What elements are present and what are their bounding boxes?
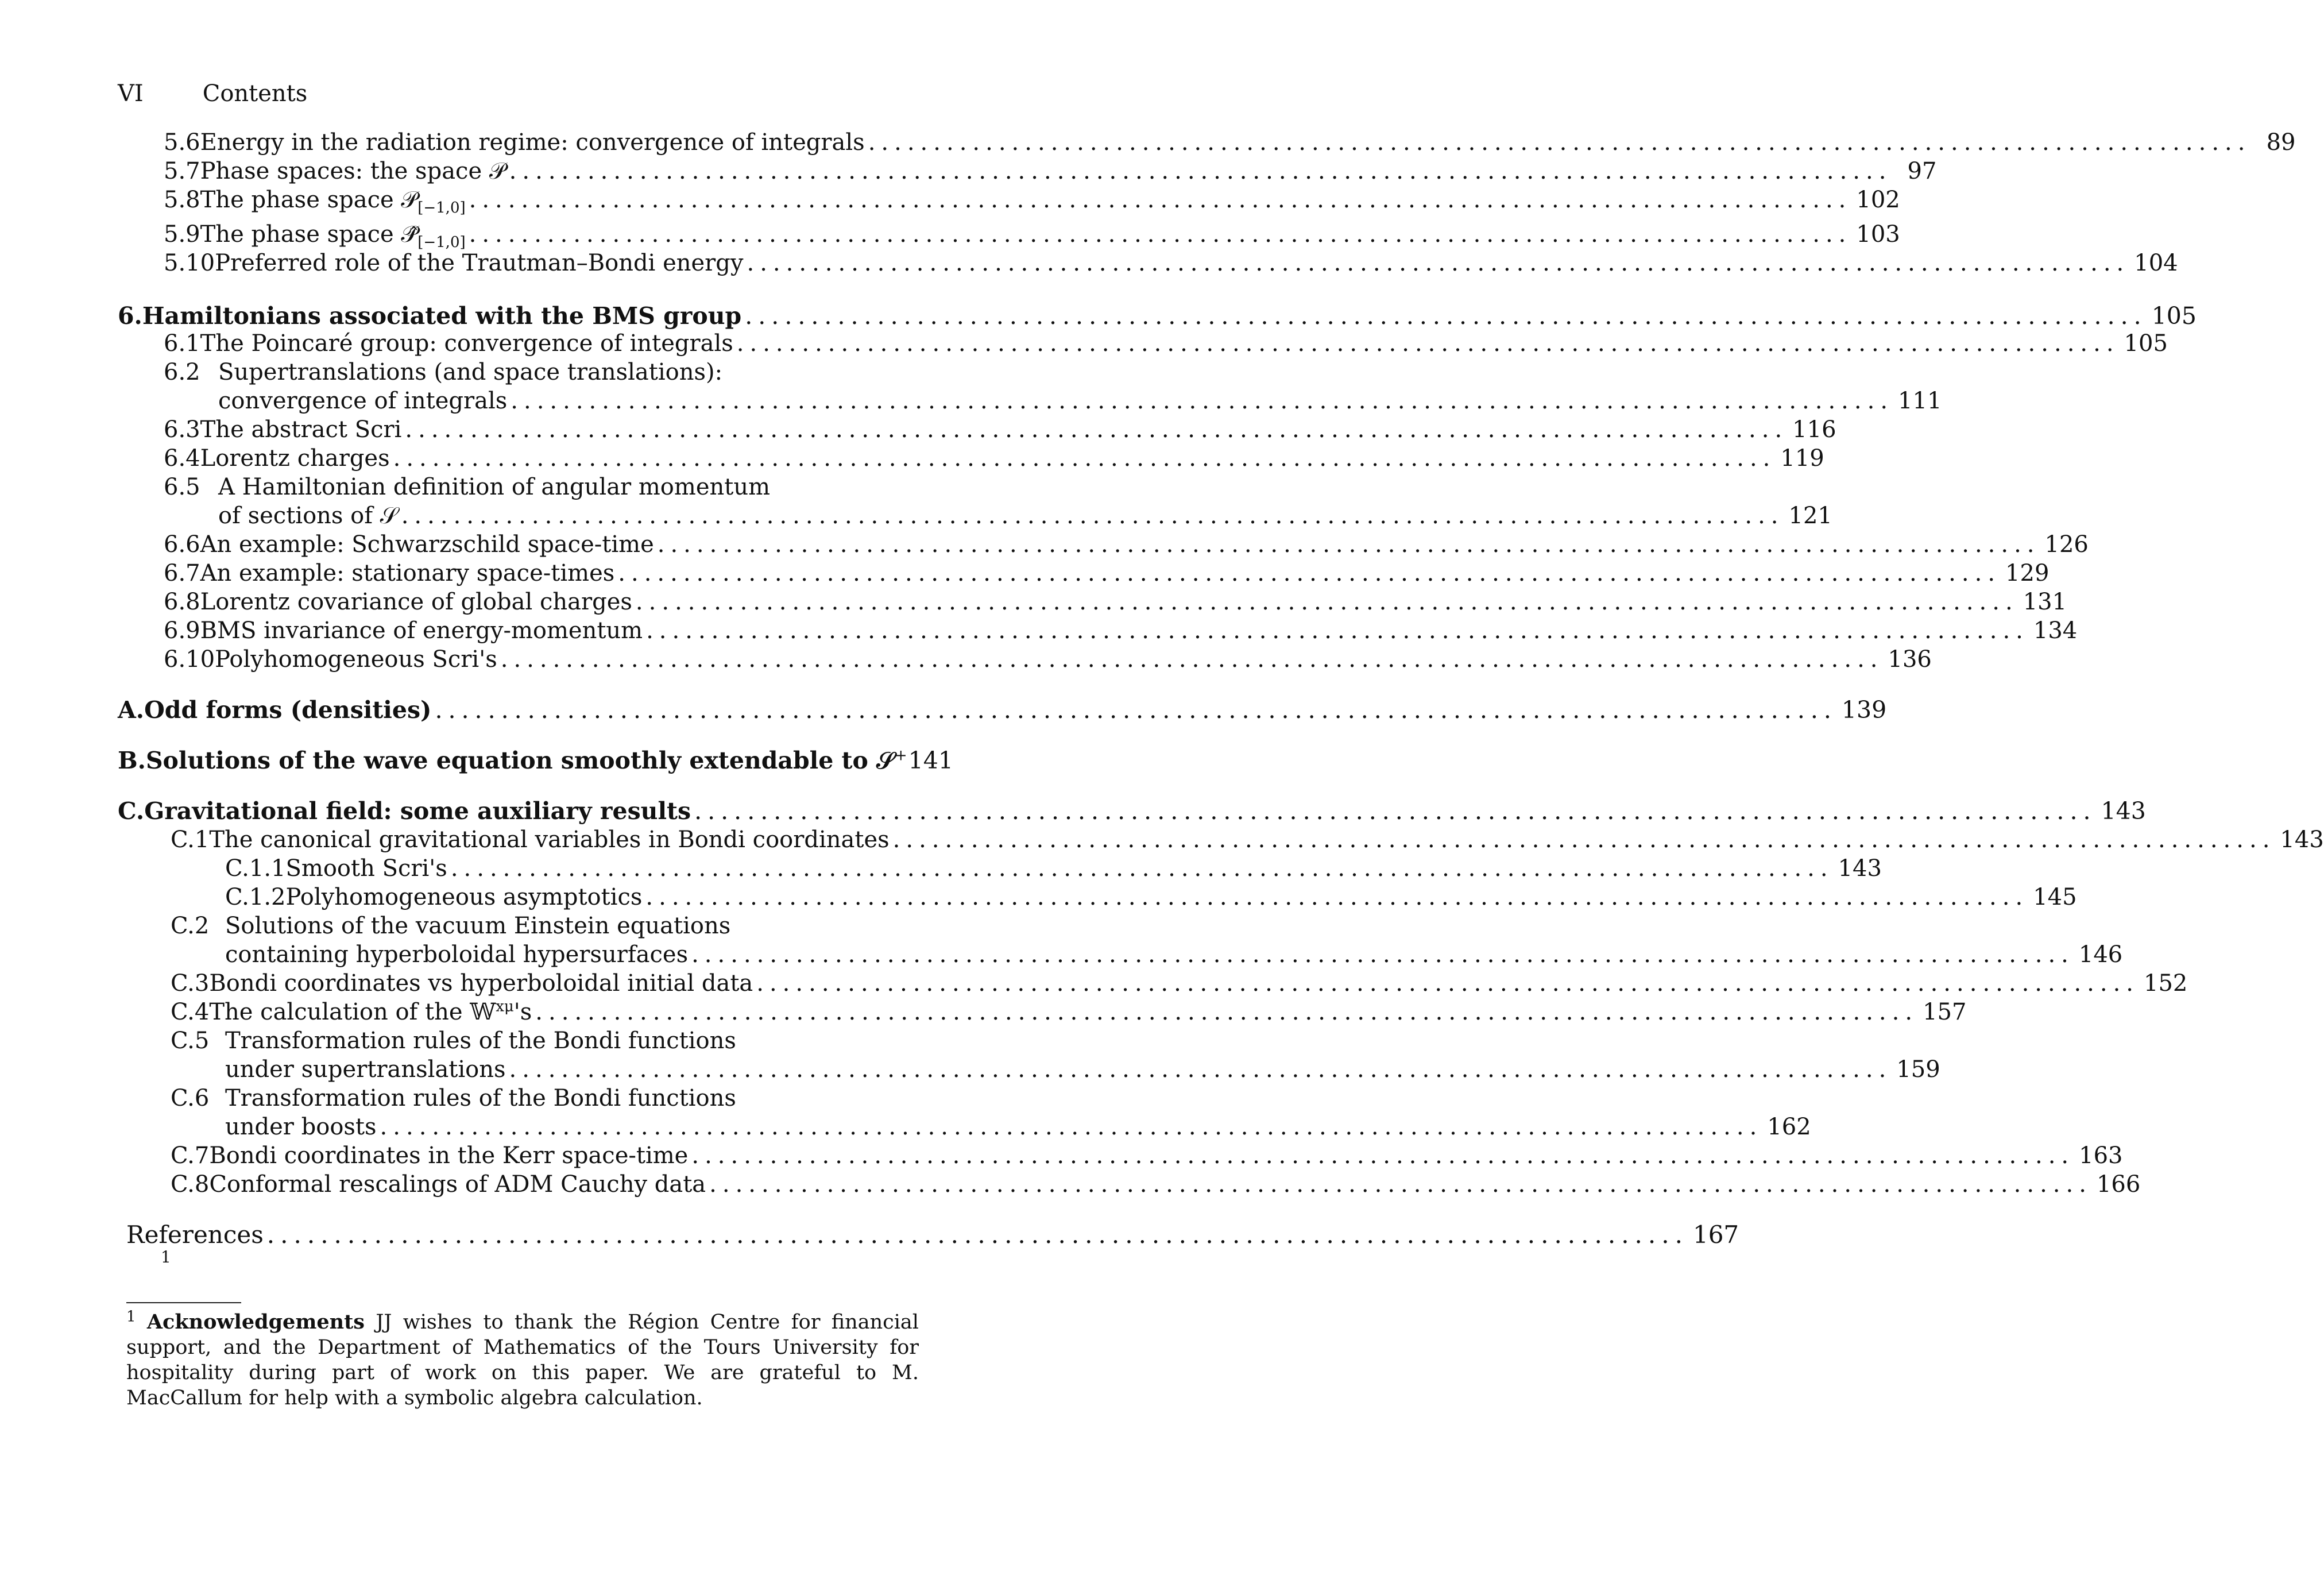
leader-dots: .......................................................................................................... (635, 589, 2018, 615)
entry-page: 111 (1898, 388, 1942, 414)
toc-entry-6-7[interactable] (164, 558, 2050, 588)
toc-entry-c-1[interactable] (171, 825, 2324, 855)
appendix-letter: A. (118, 696, 145, 724)
footnote-reference-mark[interactable]: 1 (161, 1248, 171, 1267)
entry-page: 157 (1923, 999, 1967, 1025)
toc-references[interactable] (126, 1220, 1739, 1250)
chapter-number: 6. (118, 302, 142, 330)
entry-page: 97 (1907, 158, 1937, 184)
leader-dots: .......................................................................................................... (469, 221, 1852, 248)
leader-dots: .......................................................................................................... (736, 330, 2120, 357)
entry-title: under supertranslations (225, 1056, 506, 1083)
entry-title: The calculation of the 𝕎 (209, 999, 496, 1025)
toc-entry-5-6[interactable] (164, 128, 2296, 157)
toc-entry-c-5-line1[interactable] (171, 1026, 736, 1056)
footnote-text: JJ wishes to thank the Région Centre for financial support, and the Department of Mathematics of the Tours University for hospitality during part of work on this paper. We are grateful to M. MacCallum for help with a symbolic algebra calculation. (126, 1311, 919, 1410)
entry-number: 6.4 (164, 445, 200, 472)
toc-entry-c-2[interactable] (225, 940, 2123, 970)
entry-number: 5.10 (164, 250, 215, 276)
entry-number: 6.5 (164, 474, 200, 500)
toc-entry-c-1-2[interactable] (225, 882, 2077, 912)
entry-number: 6.10 (164, 646, 215, 673)
toc-entry-6-2[interactable] (218, 386, 1942, 416)
entry-number: 6.1 (164, 330, 200, 357)
entry-title: under boosts (225, 1114, 377, 1140)
footnote-heading: Acknowledgements (146, 1310, 365, 1334)
entry-title: The canonical gravitational variables in Bondi coordinates (209, 827, 890, 853)
appendix-letter: C. (118, 797, 145, 825)
references-title: References (126, 1221, 264, 1249)
leader-dots: .......................................................................................................... (509, 1056, 1892, 1083)
entry-page: 136 (1888, 646, 1932, 673)
leader-dots: .......................................................................................................... (405, 416, 1788, 443)
entry-number: C.6 (171, 1085, 210, 1111)
entry-number: C.1.1 (225, 855, 286, 882)
toc-entry-6-5[interactable] (218, 501, 1832, 531)
chapter-page: 105 (2151, 302, 2197, 330)
entry-page: 104 (2134, 250, 2178, 276)
toc-entry-6-5-line1[interactable] (164, 472, 770, 502)
toc-entry-c-6-line1[interactable] (171, 1083, 736, 1113)
entry-title: convergence of integrals (218, 388, 508, 414)
toc-entry-5-9[interactable] (164, 219, 1900, 251)
toc-appendix-b[interactable] (118, 746, 953, 775)
chapter-title: Hamiltonians associated with the BMS group (142, 302, 742, 330)
entry-number: 6.3 (164, 416, 200, 443)
entry-page: 143 (2280, 827, 2324, 853)
leader-dots: .......................................................................................................... (691, 1142, 2075, 1169)
entry-title: Polyhomogeneous asymptotics (285, 884, 643, 910)
entry-page: 134 (2033, 617, 2078, 644)
entry-page: 159 (1896, 1056, 1940, 1083)
entry-title: Energy in the radiation regime: convergence of integrals (200, 129, 865, 156)
leader-dots: .......................................................................................................... (694, 797, 2097, 825)
entry-superscript: xμ (496, 998, 514, 1016)
entry-title: BMS invariance of energy-momentum (200, 617, 643, 644)
toc-entry-6-9[interactable] (164, 616, 2078, 646)
leader-dots: .......................................................................................................... (393, 445, 1776, 472)
entry-title: Lorentz charges (200, 445, 390, 472)
leader-dots: .......................................................................................................... (691, 941, 2074, 968)
entry-page: 121 (1788, 503, 1832, 529)
leader-dots: .......................................................................................................... (450, 855, 1834, 882)
appendix-letter: B. (118, 747, 146, 774)
toc-entry-6-1[interactable] (164, 329, 2168, 358)
leader-dots: .......................................................................................................... (469, 187, 1852, 213)
entry-number: 5.7 (164, 158, 200, 184)
entry-title: Preferred role of the Trautman–Bondi energy (215, 250, 744, 276)
entry-number: C.7 (171, 1142, 210, 1169)
toc-entry-5-8[interactable] (164, 185, 1900, 217)
entry-page: 126 (2044, 531, 2089, 558)
entry-number: C.1.2 (225, 884, 286, 910)
leader-dots: .......................................................................................................... (645, 884, 2029, 910)
entry-page: 116 (1792, 416, 1836, 443)
entry-title-line1: A Hamiltonian definition of angular momentum (218, 474, 771, 500)
entry-title: Conformal rescalings of ADM Cauchy data (209, 1171, 706, 1198)
toc-entry-c-2-line1[interactable] (171, 911, 730, 941)
entry-page: 105 (2124, 330, 2168, 357)
toc-entry-c-7[interactable] (171, 1141, 2123, 1171)
references-page: 167 (1692, 1221, 1739, 1249)
leader-dots: .......................................................................................................... (657, 531, 2040, 558)
entry-page: 143 (1838, 855, 1882, 882)
entry-title: An example: Schwarzschild space-time (200, 531, 654, 558)
toc-appendix-c[interactable] (118, 796, 2146, 826)
entry-title-line1: Transformation rules of the Bondi functions (225, 1085, 736, 1111)
entry-number: 6.8 (164, 589, 200, 615)
entry-number: C.4 (171, 999, 210, 1025)
entry-page: 162 (1767, 1114, 1811, 1140)
entry-number: 6.2 (164, 359, 200, 385)
leader-dots: .......................................................................................................... (511, 388, 1894, 414)
entry-title: Phase spaces: the space 𝒫 (200, 158, 506, 184)
entry-number: C.3 (171, 970, 210, 997)
appendix-title: Solutions of the wave equation smoothly extendable to 𝒮 (145, 747, 895, 774)
toc-chapter-6[interactable] (118, 301, 2197, 331)
page-number: VI (118, 80, 144, 107)
entry-page: 163 (2079, 1142, 2123, 1169)
entry-number: 6.7 (164, 560, 200, 586)
leader-dots: .......................................................................................................... (646, 617, 2029, 644)
entry-title: Bondi coordinates vs hyperboloidal initial data (209, 970, 753, 997)
entry-number: 5.8 (164, 187, 200, 213)
entry-page: 89 (2266, 129, 2296, 156)
leader-dots: .......................................................................................................... (509, 158, 1892, 184)
entry-title: An example: stationary space-times (200, 560, 615, 586)
entry-title: The phase space 𝒫̂ (200, 221, 418, 248)
entry-page: 131 (2023, 589, 2067, 615)
toc-entry-5-7[interactable] (164, 156, 1937, 186)
entry-number: 5.9 (164, 221, 200, 248)
entry-page: 102 (1856, 187, 1900, 213)
entry-page: 103 (1856, 221, 1900, 248)
toc-appendix-a[interactable] (118, 695, 1887, 725)
entry-title: The abstract Scri (200, 416, 402, 443)
toc-entry-c-6[interactable] (225, 1112, 1811, 1142)
entry-page: 152 (2144, 970, 2188, 997)
entry-number: 6.9 (164, 617, 200, 644)
entry-number: 5.6 (164, 129, 200, 156)
toc-entry-6-3[interactable] (164, 415, 1836, 445)
entry-number: C.5 (171, 1028, 210, 1054)
entry-title: containing hyperboloidal hypersurfaces (225, 941, 689, 968)
leader-dots: .......................................................................................................... (500, 646, 1884, 673)
toc-entry-5-10[interactable] (164, 248, 2178, 278)
leader-dots: .......................................................................................................... (535, 999, 1919, 1025)
entry-title: The phase space 𝒫 (200, 187, 418, 213)
running-header (118, 80, 307, 107)
entry-title: Smooth Scri's (285, 855, 447, 882)
footnote (126, 1310, 919, 1411)
toc-entry-c-3[interactable] (171, 968, 2188, 998)
entry-number: C.2 (171, 913, 210, 939)
leader-dots: .......................................................................................................... (401, 503, 1784, 529)
entry-number: 6.6 (164, 531, 200, 558)
running-title: Contents (202, 80, 308, 107)
entry-page: 119 (1780, 445, 1824, 472)
toc-entry-c-4[interactable] (171, 997, 1967, 1027)
toc-entry-6-6[interactable] (164, 530, 2089, 559)
entry-number: C.1 (171, 827, 210, 853)
toc-entry-c-8[interactable] (171, 1169, 2141, 1199)
entry-page: 129 (2005, 560, 2050, 586)
leader-dots: .......................................................................................................... (435, 696, 1837, 724)
entry-title: Lorentz covariance of global charges (200, 589, 632, 615)
entry-title: The Poincaré group: convergence of integrals (200, 330, 733, 357)
appendix-page: 143 (2101, 797, 2146, 825)
leader-dots: .......................................................................................................... (868, 129, 2251, 156)
leader-dots: .......................................................................................................... (618, 560, 2001, 586)
entry-title-tail: 's (513, 999, 532, 1025)
appendix-title: Gravitational field: some auxiliary results (144, 797, 691, 825)
leader-dots: .......................................................................................................... (756, 970, 2140, 997)
footnote-rule (126, 1302, 241, 1303)
toc-entry-6-2-line1[interactable] (164, 357, 722, 387)
leader-dots: .......................................................................................................... (745, 302, 2147, 330)
leader-dots: .......................................................................................................... (747, 250, 2130, 276)
toc-entry-6-10[interactable] (164, 644, 1932, 674)
entry-number: C.8 (171, 1171, 210, 1198)
appendix-page: 141 (908, 747, 953, 774)
leader-dots: .......................................................................................................... (266, 1221, 1688, 1249)
entry-title-line1: Supertranslations (and space translations): (218, 359, 723, 385)
toc-entry-6-4[interactable] (164, 443, 1824, 473)
leader-dots: .......................................................................................................... (892, 827, 2276, 853)
appendix-superscript: + (894, 747, 907, 765)
leader-dots: .......................................................................................................... (380, 1114, 1763, 1140)
entry-title: of sections of 𝒮 (218, 503, 398, 529)
entry-title-line1: Transformation rules of the Bondi functions (225, 1028, 736, 1054)
appendix-page: 139 (1841, 696, 1887, 724)
entry-page: 166 (2096, 1171, 2141, 1198)
entry-page: 146 (2078, 941, 2123, 968)
entry-title-line1: Solutions of the vacuum Einstein equations (225, 913, 731, 939)
toc-entry-c-1-1[interactable] (225, 854, 1882, 883)
entry-title: Bondi coordinates in the Kerr space-time (209, 1142, 689, 1169)
toc-entry-6-8[interactable] (164, 587, 2067, 617)
footnote-number: 1 (126, 1308, 136, 1326)
entry-page: 145 (2033, 884, 2077, 910)
appendix-title: Odd forms (densities) (144, 696, 432, 724)
entry-subscript: [−1,0] (417, 199, 466, 217)
leader-dots: .......................................................................................................... (709, 1171, 2092, 1198)
toc-entry-c-5[interactable] (225, 1055, 1940, 1084)
entry-title: Polyhomogeneous Scri's (215, 646, 497, 673)
entry-subscript: [−1,0] (417, 234, 466, 251)
